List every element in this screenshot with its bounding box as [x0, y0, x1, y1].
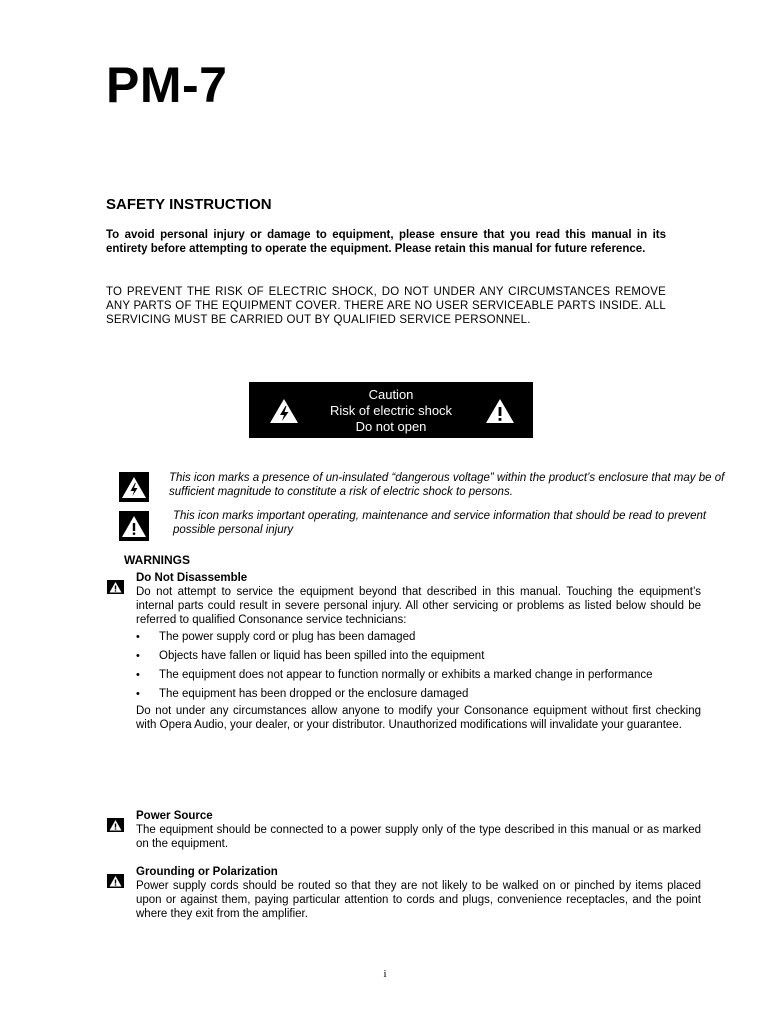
legend-text-information: This icon marks important operating, maintenance and service information that should be read to prevent possible personal injury: [173, 510, 707, 536]
warning-body: Power supply cords should be routed so that they are not likely to be walked on or pinched by items placed upon or against them, paying particular attention to cords and plugs, convenience receptacles, and the point where they exit from the amplifier.: [136, 880, 701, 920]
warning-body: The equipment should be connected to a power supply only of the type described in this manual or as marked on the equipment.: [136, 824, 701, 850]
exclamation-triangle-icon: [485, 398, 515, 424]
warning-title: Grounding or Polarization: [136, 866, 278, 878]
warning-icon: [107, 874, 124, 888]
warning-do-not-disassemble: [136, 571, 701, 732]
lightning-triangle-icon: [119, 472, 149, 502]
legend-text-voltage: This icon marks a presence of un-insulated “dangerous voltage” within the product’s enclosure that may be of sufficient magnitude to constitute a risk of electric shock to persons.: [169, 472, 725, 498]
warning-power-source: [136, 809, 701, 851]
section-title: SAFETY INSTRUCTION: [106, 196, 272, 213]
caution-line-3: Do not open: [355, 419, 427, 434]
list-item: • The equipment does not appear to function normally or exhibits a marked change in performance: [136, 668, 701, 682]
caution-line-1: Caution: [368, 387, 414, 402]
intro-paragraph: To avoid personal injury or damage to equipment, please ensure that you read this manual in its entirety before attempting to operate the equipment. Please retain this manual for future reference.: [106, 229, 666, 255]
list-item: • The power supply cord or plug has been damaged: [136, 630, 701, 644]
caution-line-2: Risk of electric shock: [329, 403, 453, 418]
warning-icon: [107, 580, 124, 594]
warning-body: Do not attempt to service the equipment beyond that described in this manual. Touching the equipment’s internal parts could result in severe personal injury. All other servicing or problems as listed below should be referred to qualified Consonance service technicians:: [136, 586, 701, 626]
warnings-heading: WARNINGS: [124, 553, 190, 567]
shock-warning-paragraph: TO PREVENT THE RISK OF ELECTRIC SHOCK, DO NOT UNDER ANY CIRCUMSTANCES REMOVE ANY PARTS OF THE EQUIPMENT COVER. THERE ARE NO USER SERVICEABLE PARTS INSIDE. ALL SERVICING MUST BE CARRIED OUT BY QUALIFIED SERVICE PERSONNEL.: [106, 286, 666, 326]
warning-title: Power Source: [136, 810, 213, 822]
lightning-triangle-icon: [269, 398, 299, 424]
bullet-list: [136, 630, 701, 701]
warning-footer: Do not under any circumstances allow anyone to modify your Consonance equipment without first checking with Opera Audio, your dealer, or your distributor. Unauthorized modifications will invalidate your guarantee.: [136, 705, 701, 731]
warning-icon: [107, 818, 124, 832]
caution-text: [309, 387, 473, 435]
document-title: PM-7: [106, 57, 228, 113]
list-item: • The equipment has been dropped or the enclosure damaged: [136, 687, 701, 701]
exclamation-triangle-icon: [119, 511, 149, 541]
warning-title: Do Not Disassemble: [136, 572, 248, 584]
list-item: • Objects have fallen or liquid has been spilled into the equipment: [136, 649, 701, 663]
warning-grounding: [136, 865, 701, 921]
caution-label: [249, 382, 533, 438]
page-number: i: [383, 968, 387, 980]
